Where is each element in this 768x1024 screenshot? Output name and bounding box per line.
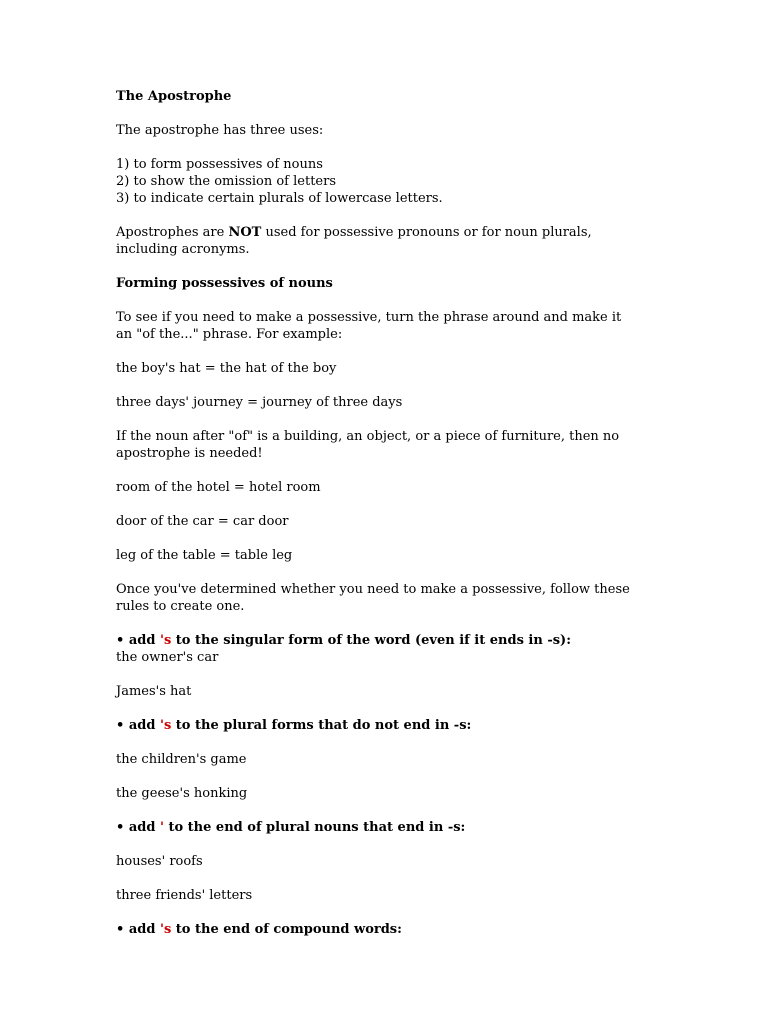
- example-line: leg of the table = table leg: [116, 548, 293, 563]
- example-line: door of the car = car door: [116, 514, 289, 529]
- not-emphasis: NOT: [228, 225, 262, 240]
- not-used-paragraph: [116, 224, 638, 258]
- use-item: 2) to show the omission of letters: [116, 174, 337, 189]
- rule-prefix: • add: [116, 922, 160, 937]
- rule-suffix: to the plural forms that do not end in -s:: [171, 718, 472, 733]
- rule-suffix: to the singular form of the word (even if it ends in -s):: [171, 633, 571, 648]
- follow-rules-paragraph: Once you've determined whether you need to make a possessive, follow these rules to create one.: [116, 582, 630, 614]
- no-apostrophe-rule: If the noun after "of" is a building, an object, or a piece of furniture, then no apostrophe is needed!: [116, 429, 620, 461]
- turn-around-paragraph: To see if you need to make a possessive, turn the phrase around and make it an "of the..." phrase. For example:: [116, 310, 622, 342]
- rule-mark: ': [159, 820, 164, 835]
- rule-heading: [116, 921, 638, 938]
- document-title: The Apostrophe: [116, 89, 232, 104]
- rule-heading: [116, 819, 638, 836]
- rule-example: houses' roofs: [116, 854, 203, 869]
- rule-heading: [116, 632, 638, 649]
- rule-suffix: to the end of compound words:: [171, 922, 402, 937]
- rule-example: the owner's car: [116, 650, 219, 665]
- example-line: the boy's hat = the hat of the boy: [116, 361, 337, 376]
- rule-prefix: • add: [116, 718, 160, 733]
- rule-example: the geese's honking: [116, 786, 248, 801]
- rule-mark: 's: [159, 922, 172, 937]
- rule-mark: 's: [159, 718, 172, 733]
- example-line: three days' journey = journey of three days: [116, 395, 403, 410]
- section-heading: Forming possessives of nouns: [116, 276, 333, 291]
- rule-suffix: to the end of plural nouns that end in -s:: [163, 820, 466, 835]
- rule-example: three friends' letters: [116, 888, 253, 903]
- not-used-after: used for possessive pronouns or for noun plurals, including acronyms.: [116, 225, 592, 257]
- rule-example: James's hat: [116, 684, 192, 699]
- rule-prefix: • add: [116, 820, 160, 835]
- rule-mark: 's: [159, 633, 172, 648]
- rule-heading: [116, 717, 638, 734]
- use-item: 1) to form possessives of nouns: [116, 157, 323, 172]
- rule-prefix: • add: [116, 633, 160, 648]
- rule-example: the children's game: [116, 752, 247, 767]
- intro-text: The apostrophe has three uses:: [116, 123, 324, 138]
- example-line: room of the hotel = hotel room: [116, 480, 321, 495]
- uses-list: [116, 156, 638, 207]
- use-item: 3) to indicate certain plurals of lowercase letters.: [116, 191, 443, 206]
- not-used-before: Apostrophes are: [116, 225, 229, 240]
